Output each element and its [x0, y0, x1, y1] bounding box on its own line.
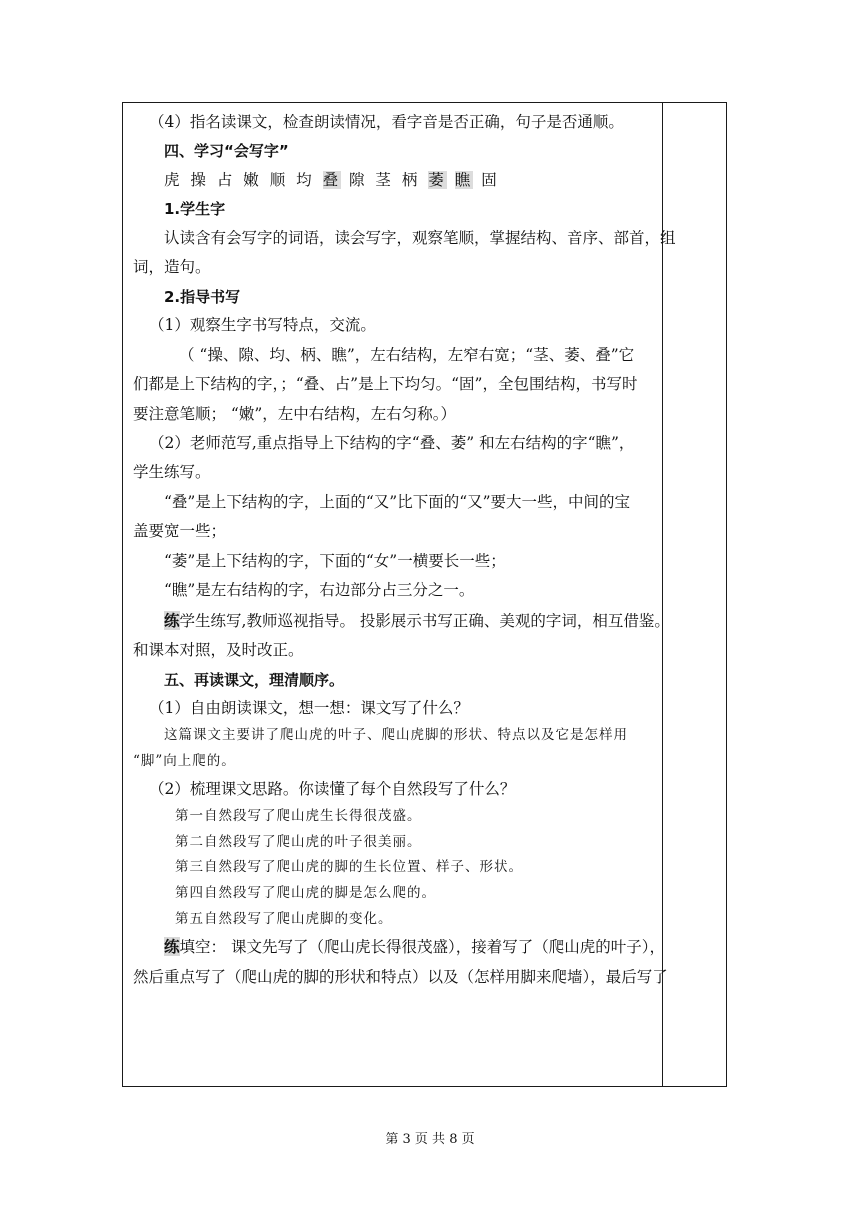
highlighted-char: 萎 [428, 170, 447, 189]
lesson-content [133, 108, 676, 992]
text-line: 这篇课文主要讲了爬山虎的叶子、爬山虎脚的形状、特点以及它是怎样用 [164, 727, 628, 744]
page-footer: 第 3 页 共 8 页 [385, 1132, 475, 1147]
subheading-1: 1.学生字 [164, 200, 226, 219]
text-line: 们都是上下结构的字，；“叠、占”是上下均匀。“固”，全包围结构，书写时 [133, 375, 638, 394]
chars-part: 隙 茎 柄 [341, 170, 429, 189]
text-line: “萎”是上下结构的字，下面的“女”一横要长一些； [164, 551, 506, 570]
text-line: 和课本对照，及时改正。 [133, 641, 304, 660]
text-line: 盖要宽一些； [133, 522, 227, 541]
paragraph-summary: 第一自然段写了爬山虎生长得很茂盛。 [175, 808, 422, 825]
text-line: 要注意笔顺； “嫩”，左中右结构，左右匀称。） [133, 404, 457, 423]
text-line: 然后重点写了（爬山虎的脚的形状和特点）以及（怎样用脚来爬墙），最后写了 [133, 967, 668, 986]
subheading-2: 2.指导书写 [164, 287, 241, 306]
paragraph-summary: 第二自然段写了爬山虎的叶子很美丽。 [175, 833, 422, 850]
text-part: 学生练写,教师巡视指导。 投影展示书写正确、美观的字词，相互借鉴。 [179, 611, 670, 630]
text-line: （2）老师范写,重点指导上下结构的字“叠、萎” 和左右结构的字“瞧”， [149, 434, 635, 452]
text-line: （4）指名读课文，检查朗读情况，看字音是否正确，句子是否通顺。 [149, 113, 624, 131]
text-line: （ “操、隙、均、柄、瞧”，左右结构，左窄右宽；“茎、萎、叠”它 [179, 345, 635, 364]
paragraph-summary: 第五自然段写了爬山虎脚的变化。 [175, 910, 393, 927]
writing-characters [133, 166, 655, 195]
text-line [133, 932, 665, 962]
text-line: 认读含有会写字的词语，读会写字，观察笔顺，掌握结构、音序、部首，组 [164, 228, 676, 247]
practice-marker: 练 [164, 937, 180, 957]
text-line: “瞧”是左右结构的字，右边部分占三分之一。 [164, 581, 475, 600]
chars-part: 固 [473, 170, 500, 189]
text-line: （2）梳理课文思路。你读懂了每个自然段写了什么？ [149, 779, 516, 798]
paragraph-summary: 第四自然段写了爬山虎的脚是怎么爬的。 [175, 885, 436, 902]
section-heading-5: 五、再读课文，理清顺序。 [164, 670, 345, 689]
text-line: 学生练写。 [133, 463, 211, 482]
practice-marker: 练 [164, 610, 180, 630]
paragraph-summary: 第三自然段写了爬山虎的脚的生长位置、样子、形状。 [175, 859, 523, 876]
text-line [133, 606, 670, 636]
section-heading-4: 四、学习“会写字” [164, 142, 289, 161]
text-part: 填空： 课文先写了（爬山虎长得很茂盛），接着写了（爬山虎的叶子）， [179, 938, 665, 957]
highlighted-char: 瞧 [454, 170, 474, 189]
text-line: “叠”是上下结构的字，上面的“又”比下面的“又”要大一些，中间的宝 [164, 492, 631, 511]
text-line: “脚”向上爬的。 [133, 753, 236, 770]
text-line: （1）自由朗读课文，想一想：课文写了什么？ [149, 699, 469, 717]
chars-part [447, 171, 455, 189]
text-line: （1）观察生字书写特点，交流。 [149, 316, 376, 335]
highlighted-char: 叠 [322, 170, 342, 189]
chars-part: 虎 操 占 嫩 顺 均 [164, 170, 323, 189]
text-line: 词，造句。 [133, 258, 211, 277]
